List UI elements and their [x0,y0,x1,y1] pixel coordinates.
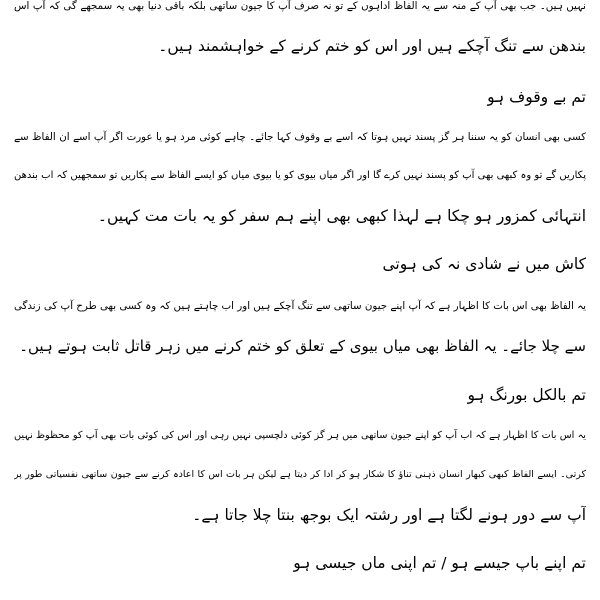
paragraph-line: کرتی۔ ایسے الفاظ کبھی کبھار انسان ذہنی تناؤ کا شکار ہو کر ادا کر دیتا ہے لیکن ہر بات اس کا اعادہ کرنے سے جیون ساتھی نفسیاتی طور پر [14,469,586,480]
section-heading: کاش میں نے شادی نہ کی ہوتی [382,255,586,273]
section-heading: تم بے وقوف ہو [487,88,586,106]
paragraph-line: کسی بھی انسان کو یہ سننا ہر گز پسند نہیں ہوتا کہ اسے بے وقوف کہا جائے۔ چاہے کوئی مرد ہو یا عورت اگر آپ اسے ان الفاظ سے [14,131,586,143]
paragraph-line: پکاریں گے تو وہ کبھی بھی آپ کو پسند نہیں کرے گا اور اگر میاں بیوی کو یا بیوی میاں کو ایسے الفاظ سے پکاریں تو سمجھیں کہ اب بندھن [14,170,586,181]
paragraph-line: نہیں ہیں۔ جب بھی آپ کے منہ سے یہ الفاظ اداہوں کے تو نہ صرف آپ کا جیون ساتھی بلکہ باقی دنیا بھی یہ سمجھے گی کہ آپ اس [14,0,586,12]
paragraph-line: یہ اس بات کا اظہار ہے کہ اب آپ کو اپنے جیون ساتھی میں ہر گز کوئی دلچسپی نہیں رہی اور اس کی کوئی بات بھی آپ کو محظوظ نہیں [14,430,586,441]
paragraph-line: آپ سے دور ہونے لگتا ہے اور رشتہ ایک بوجھ بنتا چلا جاتا ہے۔ [192,506,586,524]
section-heading: تم اپنے باپ جیسے ہو / تم اپنی ماں جیسی ہو [293,554,586,572]
paragraph-line: یہ الفاظ بھی اس بات کا اظہار ہے کہ آپ اپنے جیون ساتھی سے تنگ آچکے ہیں اور اب چاہتے ہیں کہ وہ کسی بھی طرح آپ کی زندگی [14,300,586,312]
paragraph-line: بندھن سے تنگ آچکے ہیں اور اس کو ختم کرنے کے خواہشمند ہیں۔ [158,37,586,55]
paragraph-line: سے چلا جائے۔ یہ الفاظ بھی میاں بیوی کے تعلق کو ختم کرنے میں زہر قاتل ثابت ہوتے ہیں۔ [19,337,586,355]
section-heading: تم بالکل بورنگ ہو [467,386,586,404]
paragraph-line: انتہائی کمزور ہو چکا ہے لہذا کبھی بھی اپنے ہم سفر کو یہ بات مت کہیں۔ [97,207,586,225]
